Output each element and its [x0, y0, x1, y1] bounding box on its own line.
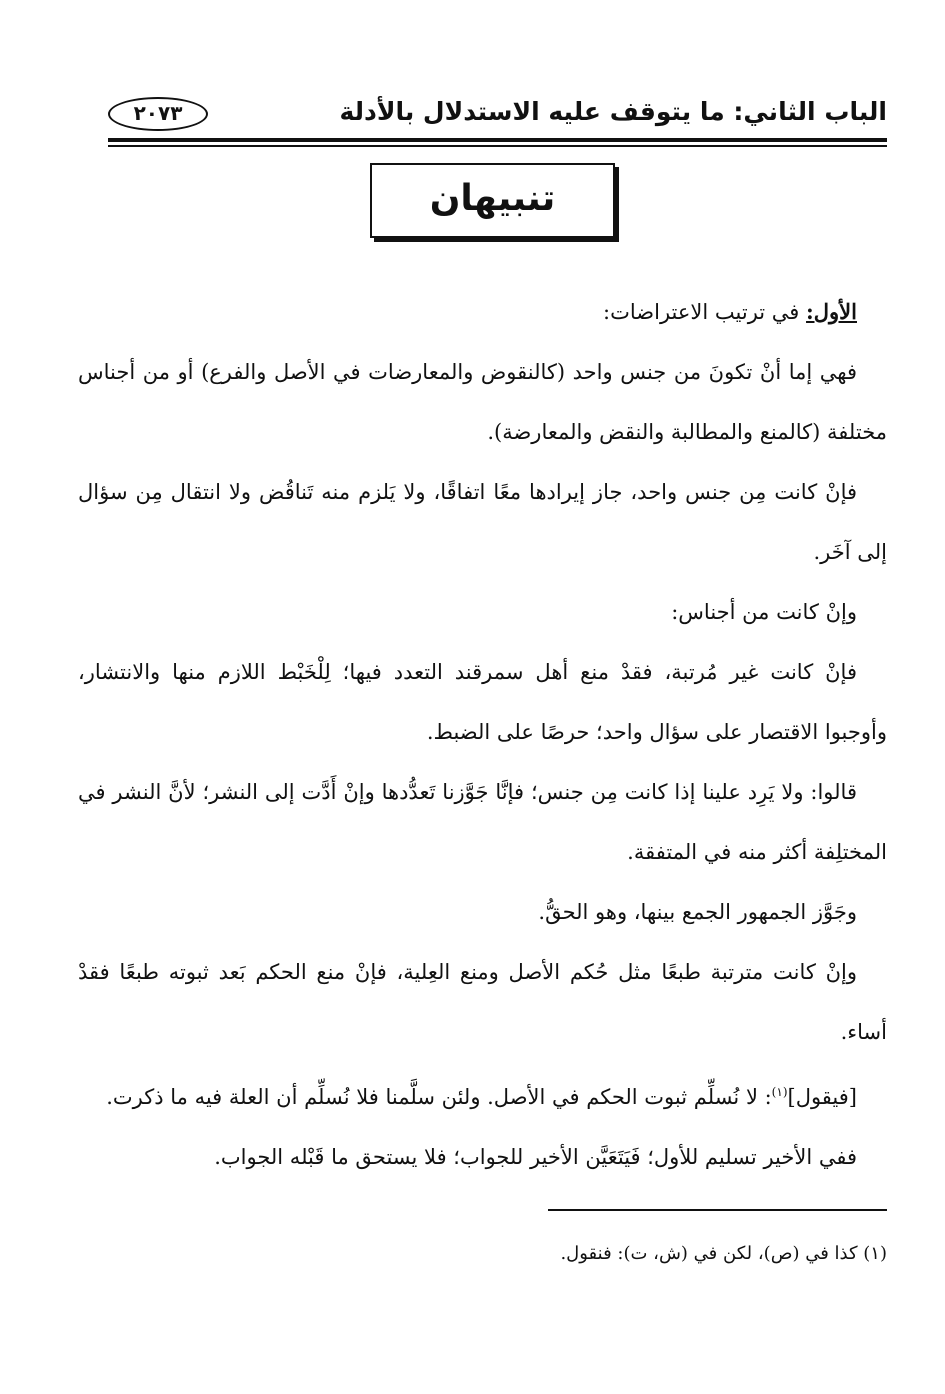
body-text — [78, 282, 887, 1187]
paragraph-1-text: في ترتيب الاعتراضات: — [603, 300, 807, 324]
footnote-marker: (١) — [771, 1085, 788, 1099]
paragraph-10: ففي الأخير تسليم للأول؛ فَيَتَعَيَّن الأخير للجواب؛ فلا يستحق ما قَبْله الجواب. — [214, 1145, 857, 1169]
paragraph-5: فإنْ كانت غير مُرتبة، فقدْ منع أهل سمرقند التعدد فيها؛ لِلْخَبْط اللازم منها والانتشار، وأوجبوا الاقتصار على سؤال واحد؛ حرصًا على الضبط. — [78, 660, 887, 744]
paragraph-7: وجَوَّز الجمهور الجمع بينها، وهو الحقُّ. — [538, 900, 857, 924]
section-title-box — [370, 163, 615, 238]
paragraph-2: فهي إما أنْ تكونَ من جنس واحد (كالنقوض والمعارضات في الأصل والفرع) أو من أجناس مختلفة (كالمنع والمطالبة والنقض والمعارضة). — [78, 360, 887, 444]
section-title: تنبيهان — [429, 178, 556, 219]
header-rule-thin — [108, 145, 887, 147]
paragraph-4: وإنْ كانت من أجناس: — [671, 600, 857, 624]
header-rule-thick — [108, 138, 887, 142]
paragraph-3: فإنْ كانت مِن جنس واحد، جاز إيرادها معًا اتفاقًا، ولا يَلزم منه تَناقُض ولا انتقال مِن سؤال إلى آخَر. — [78, 480, 887, 564]
paragraph-8: وإنْ كانت مترتبة طبعًا مثل حُكم الأصل ومنع العِلية، فإنْ منع الحكم بَعد ثبوته طبعًا فقدْ أساء. — [78, 960, 887, 1044]
paragraph-9-start: [فيقول] — [787, 1085, 857, 1109]
page-number-badge: ٢٠٧٣ — [108, 97, 208, 131]
paragraph-6: قالوا: ولا يَرِد علينا إذا كانت مِن جنس؛ فإنَّا جَوَّزنا تَعدُّدها وإنْ أَدَّت إلى النشر؛ لأنَّ النشر في المختلِفة أكثر منه في المتفقة. — [78, 780, 887, 864]
footnote-text: (١) كذا في (ص)، لكن في (ش، ت): فنقول. — [560, 1243, 887, 1264]
running-header-title: الباب الثاني: ما يتوقف عليه الاستدلال بالأدلة — [339, 97, 887, 126]
paragraph-9-text: : لا نُسلِّم ثبوت الحكم في الأصل. ولئن سلَّمنا فلا نُسلِّم أن العلة فيه ما ذكرت. — [106, 1085, 772, 1109]
paragraph-9 — [78, 1062, 887, 1127]
paragraph-1 — [78, 282, 887, 342]
footnote-rule — [548, 1209, 887, 1211]
lead-word: الأول: — [806, 299, 857, 324]
